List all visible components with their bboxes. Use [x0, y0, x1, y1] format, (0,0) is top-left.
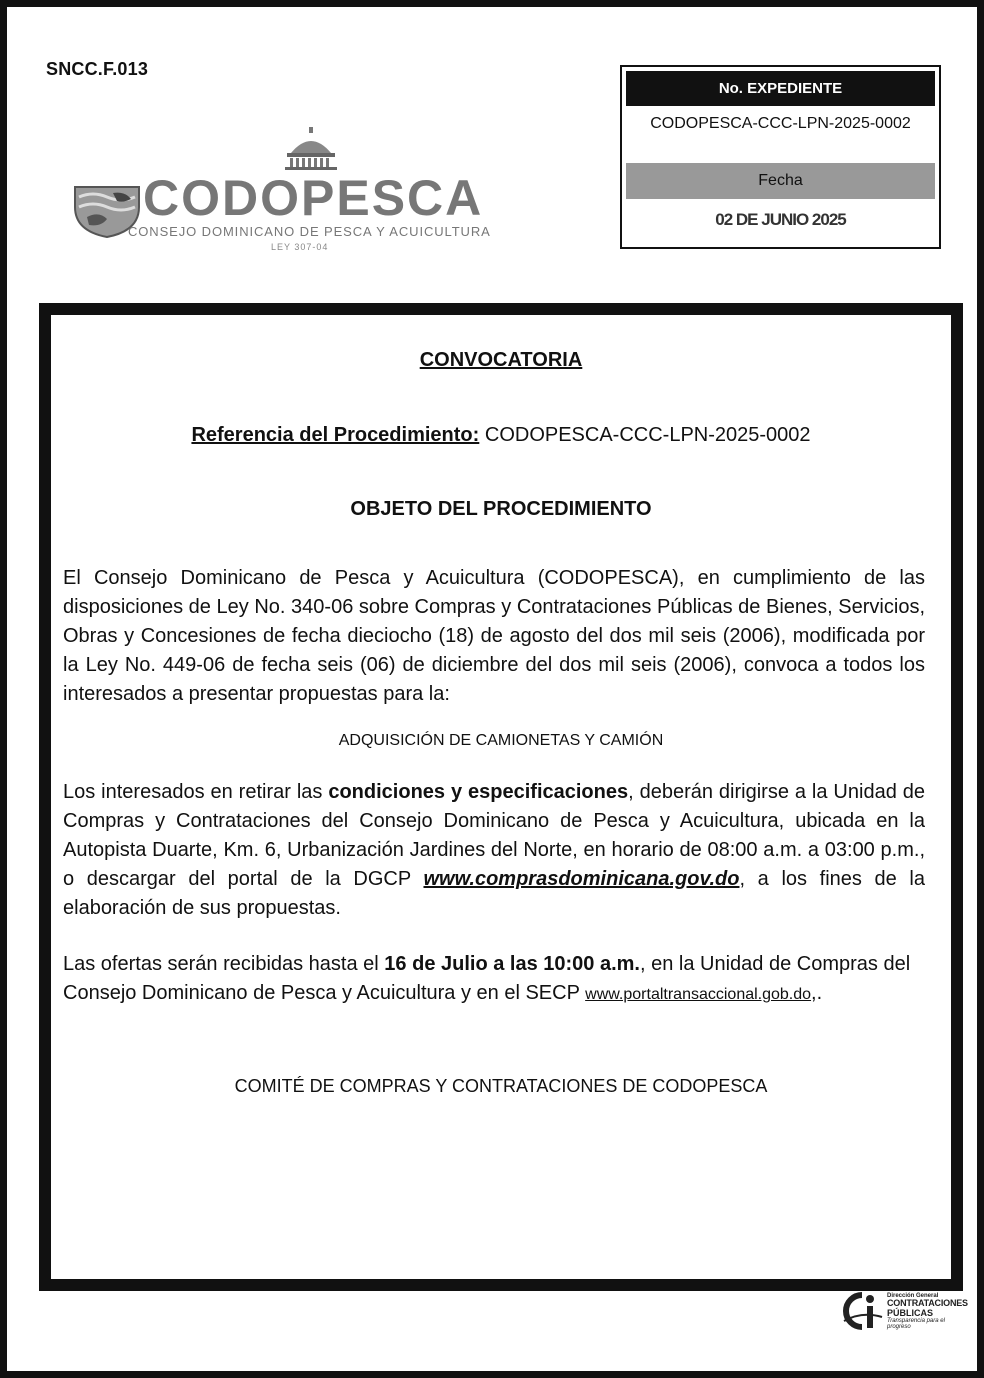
intro-paragraph: El Consejo Dominicano de Pesca y Acuicultura (CODOPESCA), en cumplimiento de las disposiciones de Ley No. 340-06 sobre Compras y Contrataciones Públicas de Bienes, Servicios, Obras y Concesiones de fecha dieciocho (18) de agosto del dos mil seis (2006), modificada por la Ley No. 449-06 de fecha seis (06) de diciembre del dos mil seis (2006), convoca a todos los interesados a presentar propuestas para la: [63, 567, 925, 705]
deadline-paragraph [63, 950, 925, 1009]
notice-box [39, 303, 963, 1291]
portal-link[interactable]: www.portaltransaccional.gob.do [585, 986, 812, 1003]
p2-bold: condiciones y especificaciones [328, 781, 629, 803]
acquisition-title: ADQUISICIÓN DE CAMIONETAS Y CAMIÓN [338, 732, 664, 749]
p3-text-c: ,. [811, 982, 823, 1004]
logo-title: CODOPESCA [143, 170, 484, 226]
dgcp-text [887, 1293, 968, 1331]
reference-value: CODOPESCA-CCC-LPN-2025-0002 [479, 424, 811, 446]
dgcp-line3: PÚBLICAS [887, 1307, 934, 1318]
expediente-label: No. EXPEDIENTE [626, 71, 935, 106]
capitol-dome-icon [281, 127, 341, 171]
expediente-number: CODOPESCA-CCC-LPN-2025-0002 [650, 115, 911, 132]
p2-text-a: Los interesados en retirar las [63, 781, 329, 803]
p3-text-b: , en la Unidad de Compras del Consejo Dominicano de Pesca y Acuicultura y en el SECP [63, 953, 911, 1004]
form-code: SNCC.F.013 [46, 59, 149, 79]
notice-title: CONVOCATORIA [419, 349, 583, 371]
logo-law: LEY 307-04 [271, 242, 329, 252]
logo-subtitle: CONSEJO DOMINICANO DE PESCA Y ACUICULTURA [128, 224, 491, 239]
date-label: Fecha [626, 163, 935, 199]
p2-text-c: , a los fines de la elaboración de sus propuestas. [63, 868, 925, 919]
p2-text-b: , deberán dirigirse a la Unidad de Compras y Contrataciones del Consejo Dominicano de Pesca y Acuicultura, ubicada en la Autopista Duarte, Km. 6, Urbanización Jardines del Norte, en horario de 08:00 a.m. a 03:00 p.m., o descargar del portal de la DGCP [63, 781, 925, 890]
object-title: OBJETO DEL PROCEDIMIENTO [350, 498, 652, 520]
procedure-reference [51, 424, 951, 447]
p3-text-a: Las ofertas serán recibidas hasta el [63, 953, 385, 975]
expediente-box [620, 65, 941, 249]
deadline-bold: 16 de Julio a las 10:00 a.m. [384, 953, 640, 975]
reference-label: Referencia del Procedimiento: [191, 424, 480, 446]
dgcp-emblem-icon [840, 1291, 884, 1333]
instructions-paragraph [63, 778, 925, 923]
dgcp-line2: CONTRATACIONES [887, 1298, 968, 1309]
dgcp-logo [840, 1291, 968, 1333]
codopesca-logo [65, 123, 555, 263]
dgcp-line1: Dirección General [887, 1293, 939, 1299]
compras-link[interactable]: www.comprasdominicana.gov.do [423, 868, 740, 890]
dgcp-line4: Transparencia para el progreso [887, 1318, 945, 1331]
committee-signature: COMITÉ DE COMPRAS Y CONTRATACIONES DE CODOPESCA [234, 1076, 768, 1096]
date-value: 02 DE JUNIO 2025 [715, 210, 846, 229]
